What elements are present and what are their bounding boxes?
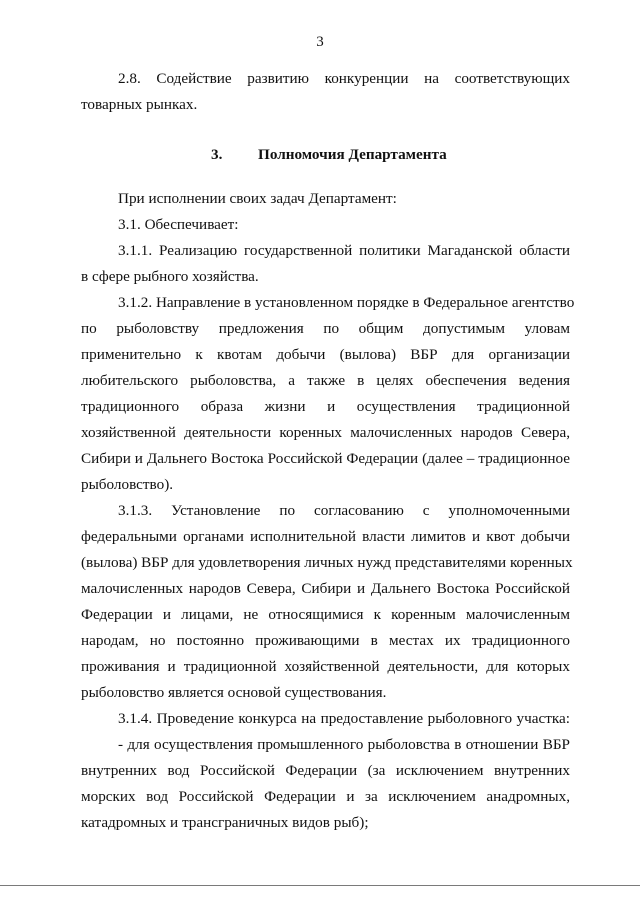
text-line: внутренних вод Российской Федерации (за исключением внутренних — [81, 762, 570, 779]
text-line: морских вод Российской Федерации и за исключением анадромных, — [81, 788, 570, 805]
text-line: (вылова) ВБР для удовлетворения личных нужд представителями коренных — [81, 554, 573, 571]
text-line: Федерации и лицами, не относящимися к коренным малочисленным — [81, 606, 570, 623]
text-line: рыболовство является основой существования. — [81, 684, 387, 701]
text-line: 2.8. Содействие развитию конкуренции на соответствующих — [118, 70, 570, 87]
text-line: - для осуществления промышленного рыболовства в отношении ВБР — [118, 736, 570, 753]
text-line: 3.1.1. Реализацию государственной политики Магаданской области — [118, 242, 570, 259]
text-line: по рыболовству предложения по общим допустимым уловам — [81, 320, 570, 337]
text-line: применительно к квотам добычи (вылова) ВБР для организации — [81, 346, 570, 363]
section-title: Полномочия Департамента — [258, 146, 447, 163]
text-line: Сибири и Дальнего Востока Российской Федерации (далее – традиционное — [81, 450, 570, 467]
text-line: 3.1.3. Установление по согласованию с уполномоченными — [118, 502, 570, 519]
text-line: любительского рыболовства, а также в целях обеспечения ведения — [81, 372, 570, 389]
text-line: хозяйственной деятельности коренных малочисленных народов Севера, — [81, 424, 570, 441]
text-line: катадромных и трансграничных видов рыб); — [81, 814, 369, 831]
text-line: 3.1.2. Направление в установленном порядке в Федеральное агентство — [118, 294, 575, 311]
text-line: традиционного образа жизни и осуществления традиционной — [81, 398, 570, 415]
text-line: проживания и традиционной хозяйственной деятельности, для которых — [81, 658, 570, 675]
text-line: малочисленных народов Севера, Сибири и Дальнего Востока Российской — [81, 580, 570, 597]
text-line: 3.1. Обеспечивает: — [118, 216, 239, 233]
section-number: 3. — [211, 146, 223, 163]
text-line: рыболовство). — [81, 476, 174, 493]
page-number: 3 — [316, 34, 324, 50]
text-line: 3.1.4. Проведение конкурса на предоставление рыболовного участка: — [118, 710, 570, 727]
text-line: При исполнении своих задач Департамент: — [118, 190, 397, 207]
text-line: федеральными органами исполнительной власти лимитов и квот добычи — [81, 528, 570, 545]
text-line: товарных рынках. — [81, 96, 198, 113]
text-line: народам, но постоянно проживающими в местах их традиционного — [81, 632, 570, 649]
section-heading — [211, 145, 447, 165]
scan-edge-line — [0, 885, 640, 886]
text-line: в сфере рыбного хозяйства. — [81, 268, 259, 285]
